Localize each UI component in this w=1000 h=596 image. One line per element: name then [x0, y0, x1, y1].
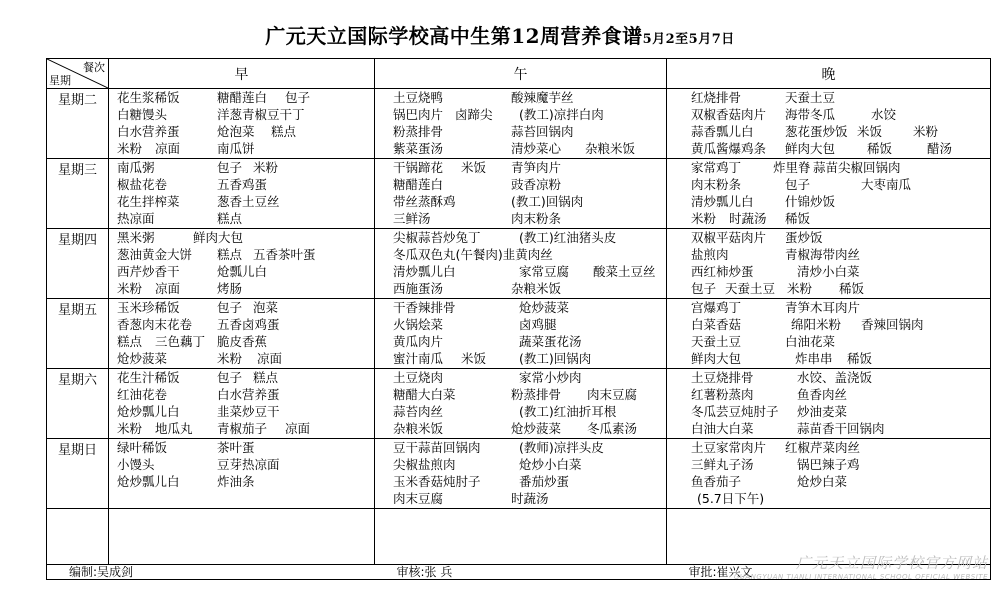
corner-cell: [47, 59, 109, 89]
breakfast-cell: [109, 299, 375, 369]
lunch-items: [375, 89, 666, 158]
dish-item: 茶叶蛋: [217, 440, 255, 455]
day-label: 星期日: [47, 439, 109, 509]
dish-item: 家常小炒肉: [519, 370, 582, 385]
lunch-header: 午: [375, 59, 667, 89]
dish-item: 肉末粉条: [691, 177, 742, 192]
breakfast-cell: [109, 159, 375, 229]
dish-item: 香辣回锅肉: [861, 317, 924, 332]
dish-item: 炸油条: [217, 474, 255, 489]
dish-item: 米饭: [857, 124, 883, 139]
dish-item: 红薯粉蒸肉: [691, 387, 754, 402]
dish-item: 泡菜: [253, 300, 279, 315]
dinner-items: [667, 89, 990, 158]
title-text: 广元天立国际学校高中生第12周营养食谱: [265, 24, 643, 48]
dish-item: 绵阳米粉: [791, 317, 842, 332]
dish-item: 清炒瓢儿白: [393, 264, 456, 279]
dinner-items: [667, 159, 990, 228]
dinner-items: [667, 439, 990, 508]
day-row: [47, 439, 991, 509]
dish-item: 糕点: [117, 334, 143, 349]
dish-item: (教工)红油折耳根: [519, 404, 617, 419]
dish-item: 稀饭: [785, 211, 811, 226]
day-row: [47, 159, 991, 229]
dish-item: 卤鸡腿: [519, 317, 557, 332]
dish-item: 酸辣魔芋丝: [511, 90, 574, 105]
page-title: [0, 22, 1000, 54]
dish-item: 清炒小白菜: [797, 264, 860, 279]
dish-item: 火锅烩菜: [393, 317, 444, 332]
dish-item: 米粉: [217, 351, 243, 366]
dinner-items: [667, 369, 990, 438]
lunch-cell: [375, 299, 667, 369]
dish-item: 葱油黄金大饼: [117, 247, 193, 262]
dish-item: 米粉: [787, 281, 813, 296]
dish-item: 糖醋大白菜: [393, 387, 456, 402]
dish-item: 粉蒸排骨: [511, 387, 562, 402]
dish-item: 烤肠: [217, 281, 243, 296]
dish-item: 锅巴辣子鸡: [797, 457, 860, 472]
breakfast-cell: [109, 369, 375, 439]
dish-item: 炝炒瓢儿白: [117, 474, 180, 489]
dish-item: 稀饭: [839, 281, 865, 296]
breakfast-cell: [109, 439, 375, 509]
lunch-items: [375, 159, 666, 228]
dish-item: 五香卤鸡蛋: [217, 317, 280, 332]
dinner-cell: [667, 369, 991, 439]
dish-item: 肉末粉条: [511, 211, 562, 226]
dish-item: 蜜汁南瓜: [393, 351, 444, 366]
dish-item: 凉面: [155, 141, 181, 156]
dish-item: 豆干蒜苗回锅肉: [393, 440, 481, 455]
dish-item: 清炒菜心: [511, 141, 562, 156]
dish-item: 时蔬汤: [729, 211, 767, 226]
dish-item: 双椒平菇肉片: [691, 230, 767, 245]
dish-item: (5.7日下午): [697, 491, 765, 506]
breakfast-cell: [109, 89, 375, 159]
day-row: [47, 299, 991, 369]
day-label: 星期四: [47, 229, 109, 299]
dish-item: 西施蛋汤: [393, 281, 444, 296]
dish-item: 包子: [285, 90, 311, 105]
dish-item: 米粉: [117, 281, 143, 296]
dish-item: 豆芽热凉面: [217, 457, 280, 472]
dinner-cell: [667, 229, 991, 299]
dish-item: 蒜苗香干回锅肉: [797, 421, 885, 436]
dish-item: 糕点: [217, 247, 243, 262]
dish-item: 红椒芹菜肉丝: [785, 440, 861, 455]
dish-item: 米粉: [253, 160, 279, 175]
dish-item: 糕点: [253, 370, 279, 385]
dish-item: 绿叶稀饭: [117, 440, 168, 455]
dish-item: 蛋炒饭: [785, 230, 823, 245]
dish-item: 椒盐花卷: [117, 177, 168, 192]
dish-item: 西芹炒香干: [117, 264, 180, 279]
dinner-cell: [667, 89, 991, 159]
dish-item: 韭菜炒豆干: [217, 404, 280, 419]
dish-item: 米粉: [117, 421, 143, 436]
breakfast-items: [109, 159, 374, 228]
dish-item: 三鲜丸子汤: [691, 457, 754, 472]
date-range: 5月2至5月7日: [642, 32, 735, 47]
breakfast-items: [109, 369, 374, 438]
lunch-items: [375, 439, 666, 508]
lunch-items: [375, 229, 666, 298]
dish-item: 水饺: [871, 107, 897, 122]
dish-item: (教工)回锅肉: [511, 194, 584, 209]
dish-item: 炝炒菠菜: [511, 421, 562, 436]
dish-item: 尖椒蒜苔炒兔丁: [393, 230, 481, 245]
dish-item: 杂粮米饭: [585, 141, 636, 156]
dish-item: 冬瓜芸豆炖肘子: [691, 404, 779, 419]
dish-item: 干锅蹄花: [393, 160, 444, 175]
compiler-cell: [47, 565, 375, 580]
dish-item: 稀饭: [847, 351, 873, 366]
dish-item: 葱花蛋炒饭: [785, 124, 848, 139]
dish-item: 土豆家常肉片: [691, 440, 767, 455]
dish-item: 五香鸡蛋: [217, 177, 268, 192]
lunch-cell: [375, 439, 667, 509]
dish-item: 炝炒瓢儿白: [117, 404, 180, 419]
dish-item: 包子: [691, 281, 717, 296]
dish-item: 什锦炒饭: [785, 194, 836, 209]
dish-item: 花生拌榨菜: [117, 194, 180, 209]
dish-item: 海带冬瓜: [785, 107, 836, 122]
breakfast-items: [109, 89, 374, 158]
dish-item: 炝炒小白菜: [519, 457, 582, 472]
dish-item: 蒜苔回锅肉: [511, 124, 574, 139]
dish-item: 鲜肉大包: [785, 141, 836, 156]
dish-item: 炝瓢儿白: [217, 264, 268, 279]
dish-item: 糖醋莲白: [393, 177, 444, 192]
dish-item: 米粉: [913, 124, 939, 139]
dish-item: 小馒头: [117, 457, 155, 472]
dinner-items: [667, 229, 990, 298]
corner-meal-label: 餐次: [83, 61, 105, 74]
dish-item: 青椒茄子: [217, 421, 268, 436]
dish-item: 青笋肉片: [511, 160, 562, 175]
dish-item: 五香茶叶蛋: [253, 247, 316, 262]
dish-item: 土豆烧鸭: [393, 90, 444, 105]
breakfast-items: [109, 299, 374, 368]
dish-item: 炸串串: [795, 351, 833, 366]
dish-item: 杂粮米饭: [511, 281, 562, 296]
dinner-cell: [667, 299, 991, 369]
lunch-cell: [375, 229, 667, 299]
dish-item: 三色藕丁: [155, 334, 206, 349]
dish-item: 青笋木耳肉片: [785, 300, 861, 315]
dish-item: 土豆烧排骨: [691, 370, 754, 385]
dish-item: 家常鸡丁: [691, 160, 742, 175]
dish-item: (教工)回锅肉: [519, 351, 592, 366]
dish-item: 蔬菜蛋花汤: [519, 334, 582, 349]
dish-item: 鱼香肉丝: [797, 387, 848, 402]
dish-item: (教工)凉拌白肉: [519, 107, 604, 122]
dish-item: 水饺、盖浇饭: [797, 370, 873, 385]
dish-item: 黄瓜酱爆鸡条: [691, 141, 767, 156]
dish-item: 番茄炒蛋: [519, 474, 570, 489]
dish-item: 花生汁稀饭: [117, 370, 180, 385]
dish-item: 白水营养蛋: [117, 124, 180, 139]
dish-item: 土豆烧肉: [393, 370, 444, 385]
dish-item: 青椒海带肉丝: [785, 247, 861, 262]
dish-item: 时蔬汤: [511, 491, 549, 506]
watermark-cn: 广元天立国际学校官方网站: [795, 554, 988, 572]
lunch-cell: [375, 369, 667, 439]
approver-signature: 审批:崔兴文: [688, 565, 753, 579]
dish-item: 豉香凉粉: [511, 177, 562, 192]
dish-item: 炝炒白菜: [797, 474, 848, 489]
day-label: 星期二: [47, 89, 109, 159]
dish-item: 蒜苗尖椒回锅肉: [813, 160, 901, 175]
reviewer-signature: 审核:张 兵: [396, 565, 453, 579]
dish-item: (教师)凉拌头皮: [519, 440, 604, 455]
lunch-cell: [375, 89, 667, 159]
dish-item: 糕点: [217, 211, 243, 226]
day-label: 星期三: [47, 159, 109, 229]
dinner-header: 晚: [667, 59, 991, 89]
dish-item: 蒜香瓢儿白: [691, 124, 754, 139]
dish-item: 醋汤: [927, 141, 953, 156]
watermark-en: GUANGYUAN TIANLI INTERNATIONAL SCHOOL OFFICIAL WEBSITE: [733, 573, 988, 581]
dish-item: 锅巴肉片: [393, 107, 444, 122]
dish-item: 黑米粥: [117, 230, 155, 245]
dish-item: 宫爆鸡丁: [691, 300, 742, 315]
dish-item: 凉面: [285, 421, 311, 436]
dish-item: 冬瓜双色丸(午餐肉)韭黄肉丝: [393, 247, 553, 262]
day-row: [47, 229, 991, 299]
dish-item: 盐煎肉: [691, 247, 729, 262]
dish-item: 天蚕土豆: [691, 334, 742, 349]
breakfast-header: 早: [109, 59, 375, 89]
empty-cell: [47, 509, 109, 565]
dish-item: 白油大白菜: [691, 421, 754, 436]
dish-item: 清炒瓢儿白: [691, 194, 754, 209]
dish-item: 炝炒菠菜: [519, 300, 570, 315]
dish-item: 西红柿炒蛋: [691, 264, 754, 279]
dish-item: 脆皮香蕉: [217, 334, 268, 349]
dish-item: 蒜苔肉丝: [393, 404, 444, 419]
breakfast-items: [109, 439, 374, 508]
dish-item: 紫菜蛋汤: [393, 141, 444, 156]
dish-item: 花生浆稀饭: [117, 90, 180, 105]
dish-item: 热凉面: [117, 211, 155, 226]
dish-item: 包子: [217, 160, 243, 175]
dish-item: 黄瓜肉片: [393, 334, 444, 349]
dish-item: 米饭: [461, 160, 487, 175]
dish-item: 香葱肉末花卷: [117, 317, 193, 332]
dish-item: 包子: [217, 300, 243, 315]
empty-cell: [375, 509, 667, 565]
dinner-items: [667, 299, 990, 368]
compiler-signature: 编制:吴成剑: [69, 565, 134, 579]
dish-item: 天蚕土豆: [725, 281, 776, 296]
dinner-cell: [667, 439, 991, 509]
day-row: [47, 369, 991, 439]
reviewer-cell: [375, 565, 667, 580]
dish-item: 鲜肉大包: [691, 351, 742, 366]
header-row: [47, 59, 991, 89]
lunch-cell: [375, 159, 667, 229]
dish-item: 米饭: [461, 351, 487, 366]
corner-day-label: 星期: [49, 74, 71, 87]
dish-item: 炒油麦菜: [797, 404, 848, 419]
dinner-cell: [667, 159, 991, 229]
dish-item: 鲜肉大包: [193, 230, 244, 245]
dish-item: 肉末豆腐: [393, 491, 444, 506]
dish-item: 家常豆腐: [519, 264, 570, 279]
dish-item: 白油花菜: [785, 334, 836, 349]
dish-item: 糕点: [271, 124, 297, 139]
breakfast-cell: [109, 229, 375, 299]
dish-item: 炝泡菜: [217, 124, 255, 139]
dish-item: 白水营养蛋: [217, 387, 280, 402]
lunch-items: [375, 299, 666, 368]
dish-item: 玉米珍稀饭: [117, 300, 180, 315]
dish-item: 肉末豆腐: [587, 387, 638, 402]
dish-item: 三鲜汤: [393, 211, 431, 226]
dish-item: 凉面: [257, 351, 283, 366]
dish-item: 天蚕土豆: [785, 90, 836, 105]
dish-item: 包子: [785, 177, 811, 192]
dish-item: 尖椒盐煎肉: [393, 457, 456, 472]
menu-table: [46, 58, 991, 580]
dish-item: 红烧排骨: [691, 90, 742, 105]
dish-item: 红油花卷: [117, 387, 168, 402]
lunch-items: [375, 369, 666, 438]
dish-item: 南瓜饼: [217, 141, 255, 156]
day-label: 星期六: [47, 369, 109, 439]
dish-item: 葱香土豆丝: [217, 194, 280, 209]
dish-item: 杂粮米饭: [393, 421, 444, 436]
dish-item: 洋葱青椒豆干丁: [217, 107, 305, 122]
dish-item: 大枣南瓜: [861, 177, 912, 192]
dish-item: (教工)红油猪头皮: [519, 230, 617, 245]
dish-item: 双椒香菇肉片: [691, 107, 767, 122]
dish-item: 稀饭: [867, 141, 893, 156]
dish-item: 南瓜粥: [117, 160, 155, 175]
school-watermark: [734, 552, 988, 581]
dish-item: 鱼香茄子: [691, 474, 742, 489]
day-label: 星期五: [47, 299, 109, 369]
dish-item: 冬瓜素汤: [587, 421, 638, 436]
dish-item: 白菜香菇: [691, 317, 742, 332]
dish-item: 粉蒸排骨: [393, 124, 444, 139]
dish-item: 卤蹄尖: [455, 107, 493, 122]
dish-item: 干香辣排骨: [393, 300, 456, 315]
dish-item: 带丝蒸酥鸡: [393, 194, 456, 209]
dish-item: 炸里脊: [773, 160, 811, 175]
dish-item: 糖醋莲白: [217, 90, 268, 105]
dish-item: 米粉: [117, 141, 143, 156]
dish-item: 包子: [217, 370, 243, 385]
breakfast-items: [109, 229, 374, 298]
dish-item: 炝炒菠菜: [117, 351, 168, 366]
dish-item: 地瓜丸: [155, 421, 193, 436]
empty-cell: [109, 509, 375, 565]
dish-item: 米粉: [691, 211, 717, 226]
dish-item: 凉面: [155, 281, 181, 296]
day-row: [47, 89, 991, 159]
dish-item: 白糖馒头: [117, 107, 168, 122]
dish-item: 玉米香菇炖肘子: [393, 474, 481, 489]
dish-item: 酸菜土豆丝: [593, 264, 656, 279]
